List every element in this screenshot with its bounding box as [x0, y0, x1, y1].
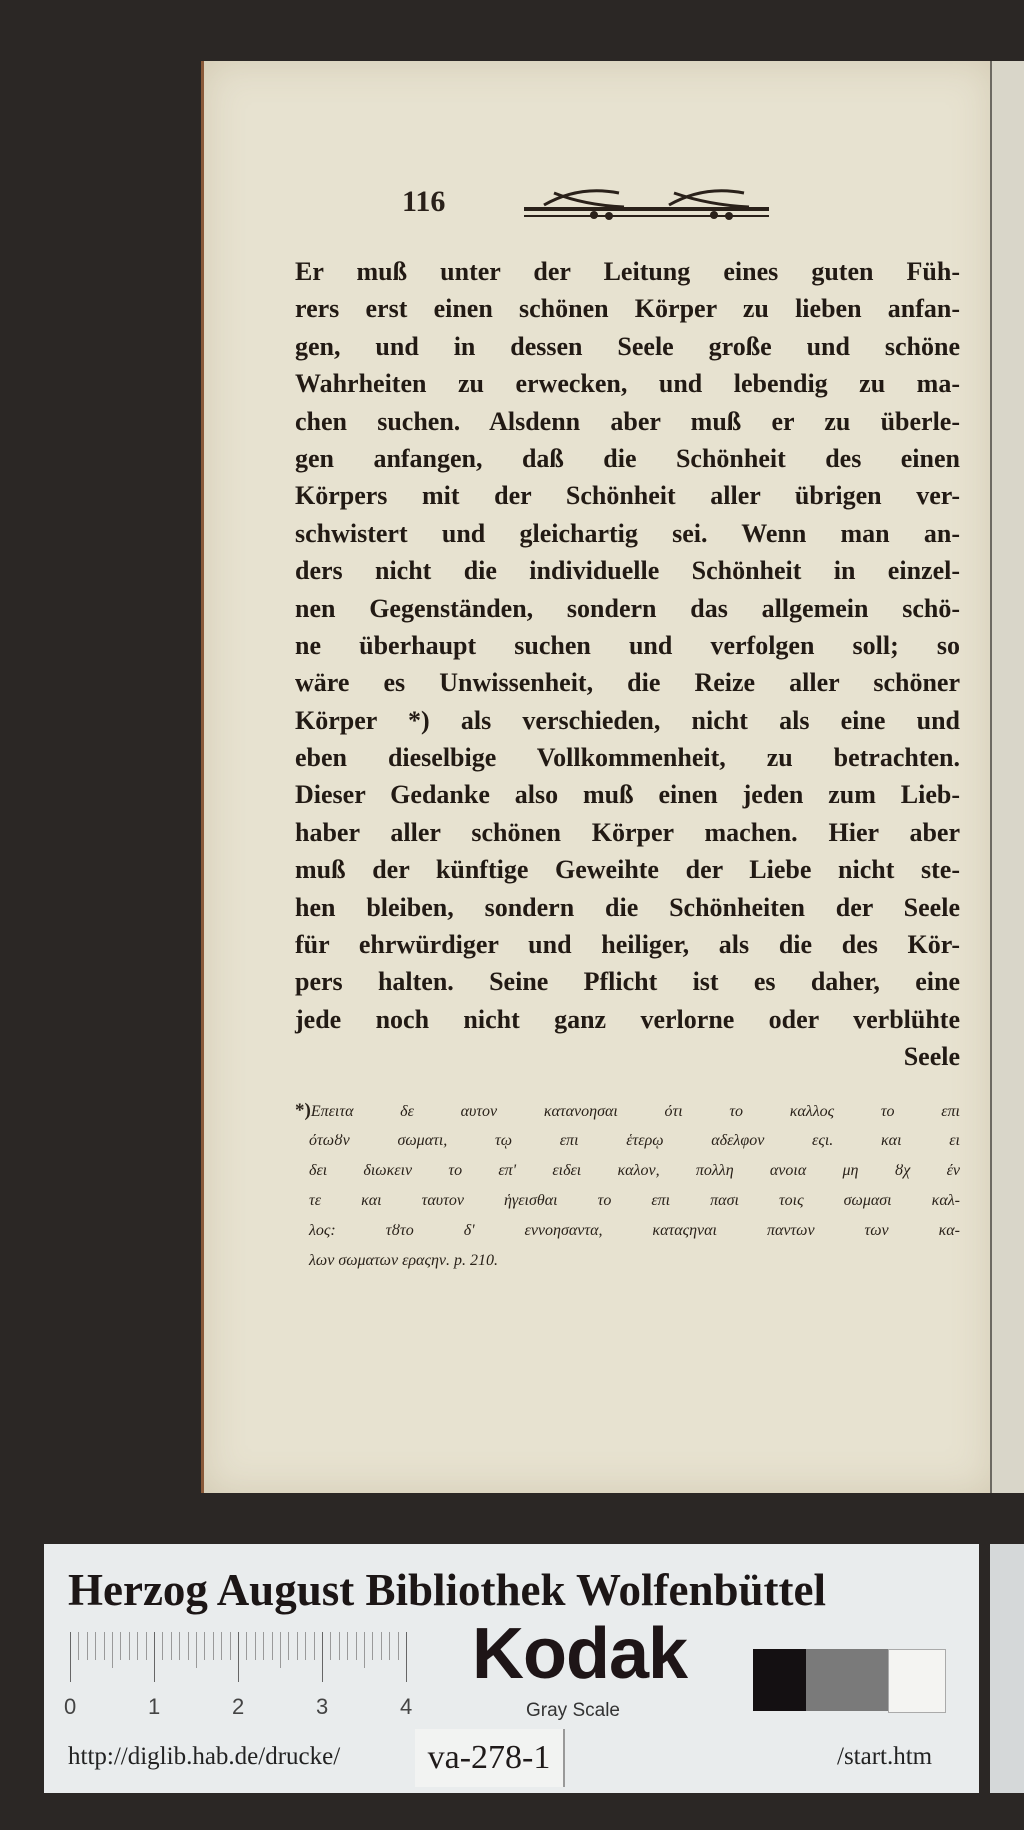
ruler-tick: [364, 1632, 365, 1668]
text-line: ders nicht die individuelle Schönheit in einzel-: [295, 556, 960, 586]
ruler-tick: [171, 1632, 172, 1660]
text-line: wäre es Unwissenheit, die Reize aller schöner: [295, 668, 960, 698]
ruler-tick: [70, 1632, 71, 1682]
ruler-tick: [389, 1632, 390, 1660]
text-line: gen, und in dessen Seele große und schöne: [295, 331, 960, 361]
page-number: 116: [402, 185, 446, 218]
text-line: muß der künftige Geweihte der Liebe nicht ste-: [295, 855, 960, 885]
text-line: eben dieselbige Vollkommenheit, zu betrachten.: [295, 743, 960, 773]
ruler-tick: [322, 1632, 323, 1682]
footnote-marker: *): [295, 1100, 311, 1121]
ruler-tick: [330, 1632, 331, 1660]
ruler-tick: [398, 1632, 399, 1660]
text-line: gen anfangen, daß die Schönheit des einen: [295, 443, 960, 473]
gray-swatch: [806, 1649, 888, 1711]
ruler-tick: [78, 1632, 79, 1660]
text-line: schwistert und gleichartig sei. Wenn man an-: [295, 518, 960, 548]
ruler-tick: [339, 1632, 340, 1660]
text-line: nen Gegenständen, sondern das allgemein schö-: [295, 593, 960, 623]
footnote: [295, 1096, 960, 1276]
text-line: Körper *) als verschieden, nicht als eine und: [295, 705, 960, 735]
gray-swatch: [888, 1649, 946, 1713]
text-line: jede noch nicht ganz verlorne oder verblühte: [295, 1004, 960, 1034]
footnote-text: Επειτα δε αυτον κατανοησαι ότι το καλλος το επι: [310, 1103, 960, 1120]
footnote-text: ότωȣν σωματι, τῳ επι ἑτερῳ αδελφον εςι. και ει: [309, 1132, 960, 1149]
ruler-tick: [120, 1632, 121, 1660]
ruler-tick: [356, 1632, 357, 1660]
footnote-line: [295, 1216, 960, 1246]
footnote-line: [295, 1096, 960, 1126]
text-line: rers erst einen schönen Körper zu lieben anfan-: [295, 294, 960, 324]
ruler-tick: [104, 1632, 105, 1660]
ruler-tick: [288, 1632, 289, 1660]
color-reference-card: [44, 1544, 979, 1793]
text-line: Seele: [903, 1042, 960, 1072]
ruler-tick: [272, 1632, 273, 1660]
ruler-tick: [146, 1632, 147, 1660]
url-prefix: http://diglib.hab.de/drucke/: [68, 1743, 341, 1770]
ruler-tick: [230, 1632, 231, 1660]
ruler-tick: [314, 1632, 315, 1660]
footnote-text: λος: τȣτο δ' εννοησαντα, καταςηναι παντων των κα-: [309, 1222, 960, 1239]
ruler-number: 0: [64, 1694, 77, 1719]
gray-scale-label: Gray Scale: [526, 1700, 620, 1721]
library-title: Herzog August Bibliothek Wolfenbüttel: [68, 1565, 826, 1615]
ruler-tick: [188, 1632, 189, 1660]
text-line: hen bleiben, sondern die Schönheiten der Seele: [295, 892, 960, 922]
text-line: chen suchen. Alsdenn aber muß er zu überle-: [295, 406, 960, 436]
gray-swatch: [753, 1649, 806, 1711]
ruler-tick: [154, 1632, 155, 1682]
kodak-logo: Kodak: [472, 1614, 688, 1694]
ruler-tick: [196, 1632, 197, 1668]
ruler-tick: [179, 1632, 180, 1660]
ruler-number: 3: [316, 1694, 329, 1719]
ruler-number: 4: [400, 1694, 413, 1719]
next-page-edge: [990, 61, 1024, 1493]
ruler-tick: [372, 1632, 373, 1660]
book-page: [201, 61, 993, 1493]
ruler-number: 2: [232, 1694, 245, 1719]
ruler-tick: [305, 1632, 306, 1660]
ruler-tick: [297, 1632, 298, 1660]
footnote-line: [295, 1126, 960, 1156]
footnote-text: δει διωκειν το επ' ειδει καλον, πολλη ανοια μη ȣχ έν: [309, 1162, 960, 1179]
ruler-tick: [112, 1632, 113, 1668]
card-edge: [990, 1544, 1024, 1793]
text-line: Dieser Gedanke also muß einen jeden zum Lieb-: [295, 780, 960, 810]
ruler-tick: [381, 1632, 382, 1660]
text-line: Er muß unter der Leitung eines guten Füh-: [295, 257, 960, 286]
ruler-tick: [347, 1632, 348, 1660]
ruler-tick: [162, 1632, 163, 1660]
body-text: [295, 253, 960, 1076]
footnote-text: λων σωματων εραςην. p. 210.: [309, 1252, 498, 1269]
text-line: Körpers mit der Schönheit aller übrigen ver-: [295, 481, 960, 511]
text-line: für ehrwürdiger und heiliger, als die des Kör-: [295, 930, 960, 960]
ruler-tick: [246, 1632, 247, 1660]
footnote-text: τε και ταυτον ἡγεισθαι το επι πασι τοις σωμασι καλ-: [309, 1192, 960, 1209]
ruler: [70, 1632, 458, 1682]
headpiece-ornament: [524, 185, 769, 223]
ruler-tick: [213, 1632, 214, 1660]
ruler-tick: [255, 1632, 256, 1660]
ruler-tick: [137, 1632, 138, 1660]
footnote-line: [295, 1246, 960, 1276]
footnote-line: [295, 1186, 960, 1216]
text-line: Wahrheiten zu erwecken, und lebendig zu ma-: [295, 369, 960, 399]
ruler-tick: [238, 1632, 239, 1682]
text-line: haber aller schönen Körper machen. Hier aber: [295, 817, 960, 847]
ruler-tick: [95, 1632, 96, 1660]
text-line: ne überhaupt suchen und verfolgen soll; so: [295, 630, 960, 660]
ruler-tick: [87, 1632, 88, 1660]
url-suffix: /start.htm: [837, 1743, 933, 1770]
shelfmark-label: va-278-1: [415, 1729, 565, 1787]
ruler-tick: [204, 1632, 205, 1660]
ruler-tick: [280, 1632, 281, 1668]
ruler-number: 1: [148, 1694, 161, 1719]
ruler-tick: [263, 1632, 264, 1660]
ruler-tick: [129, 1632, 130, 1660]
ruler-tick: [406, 1632, 407, 1682]
text-line: pers halten. Seine Pflicht ist es daher, eine: [295, 967, 960, 997]
footnote-line: [295, 1156, 960, 1186]
ruler-tick: [221, 1632, 222, 1660]
